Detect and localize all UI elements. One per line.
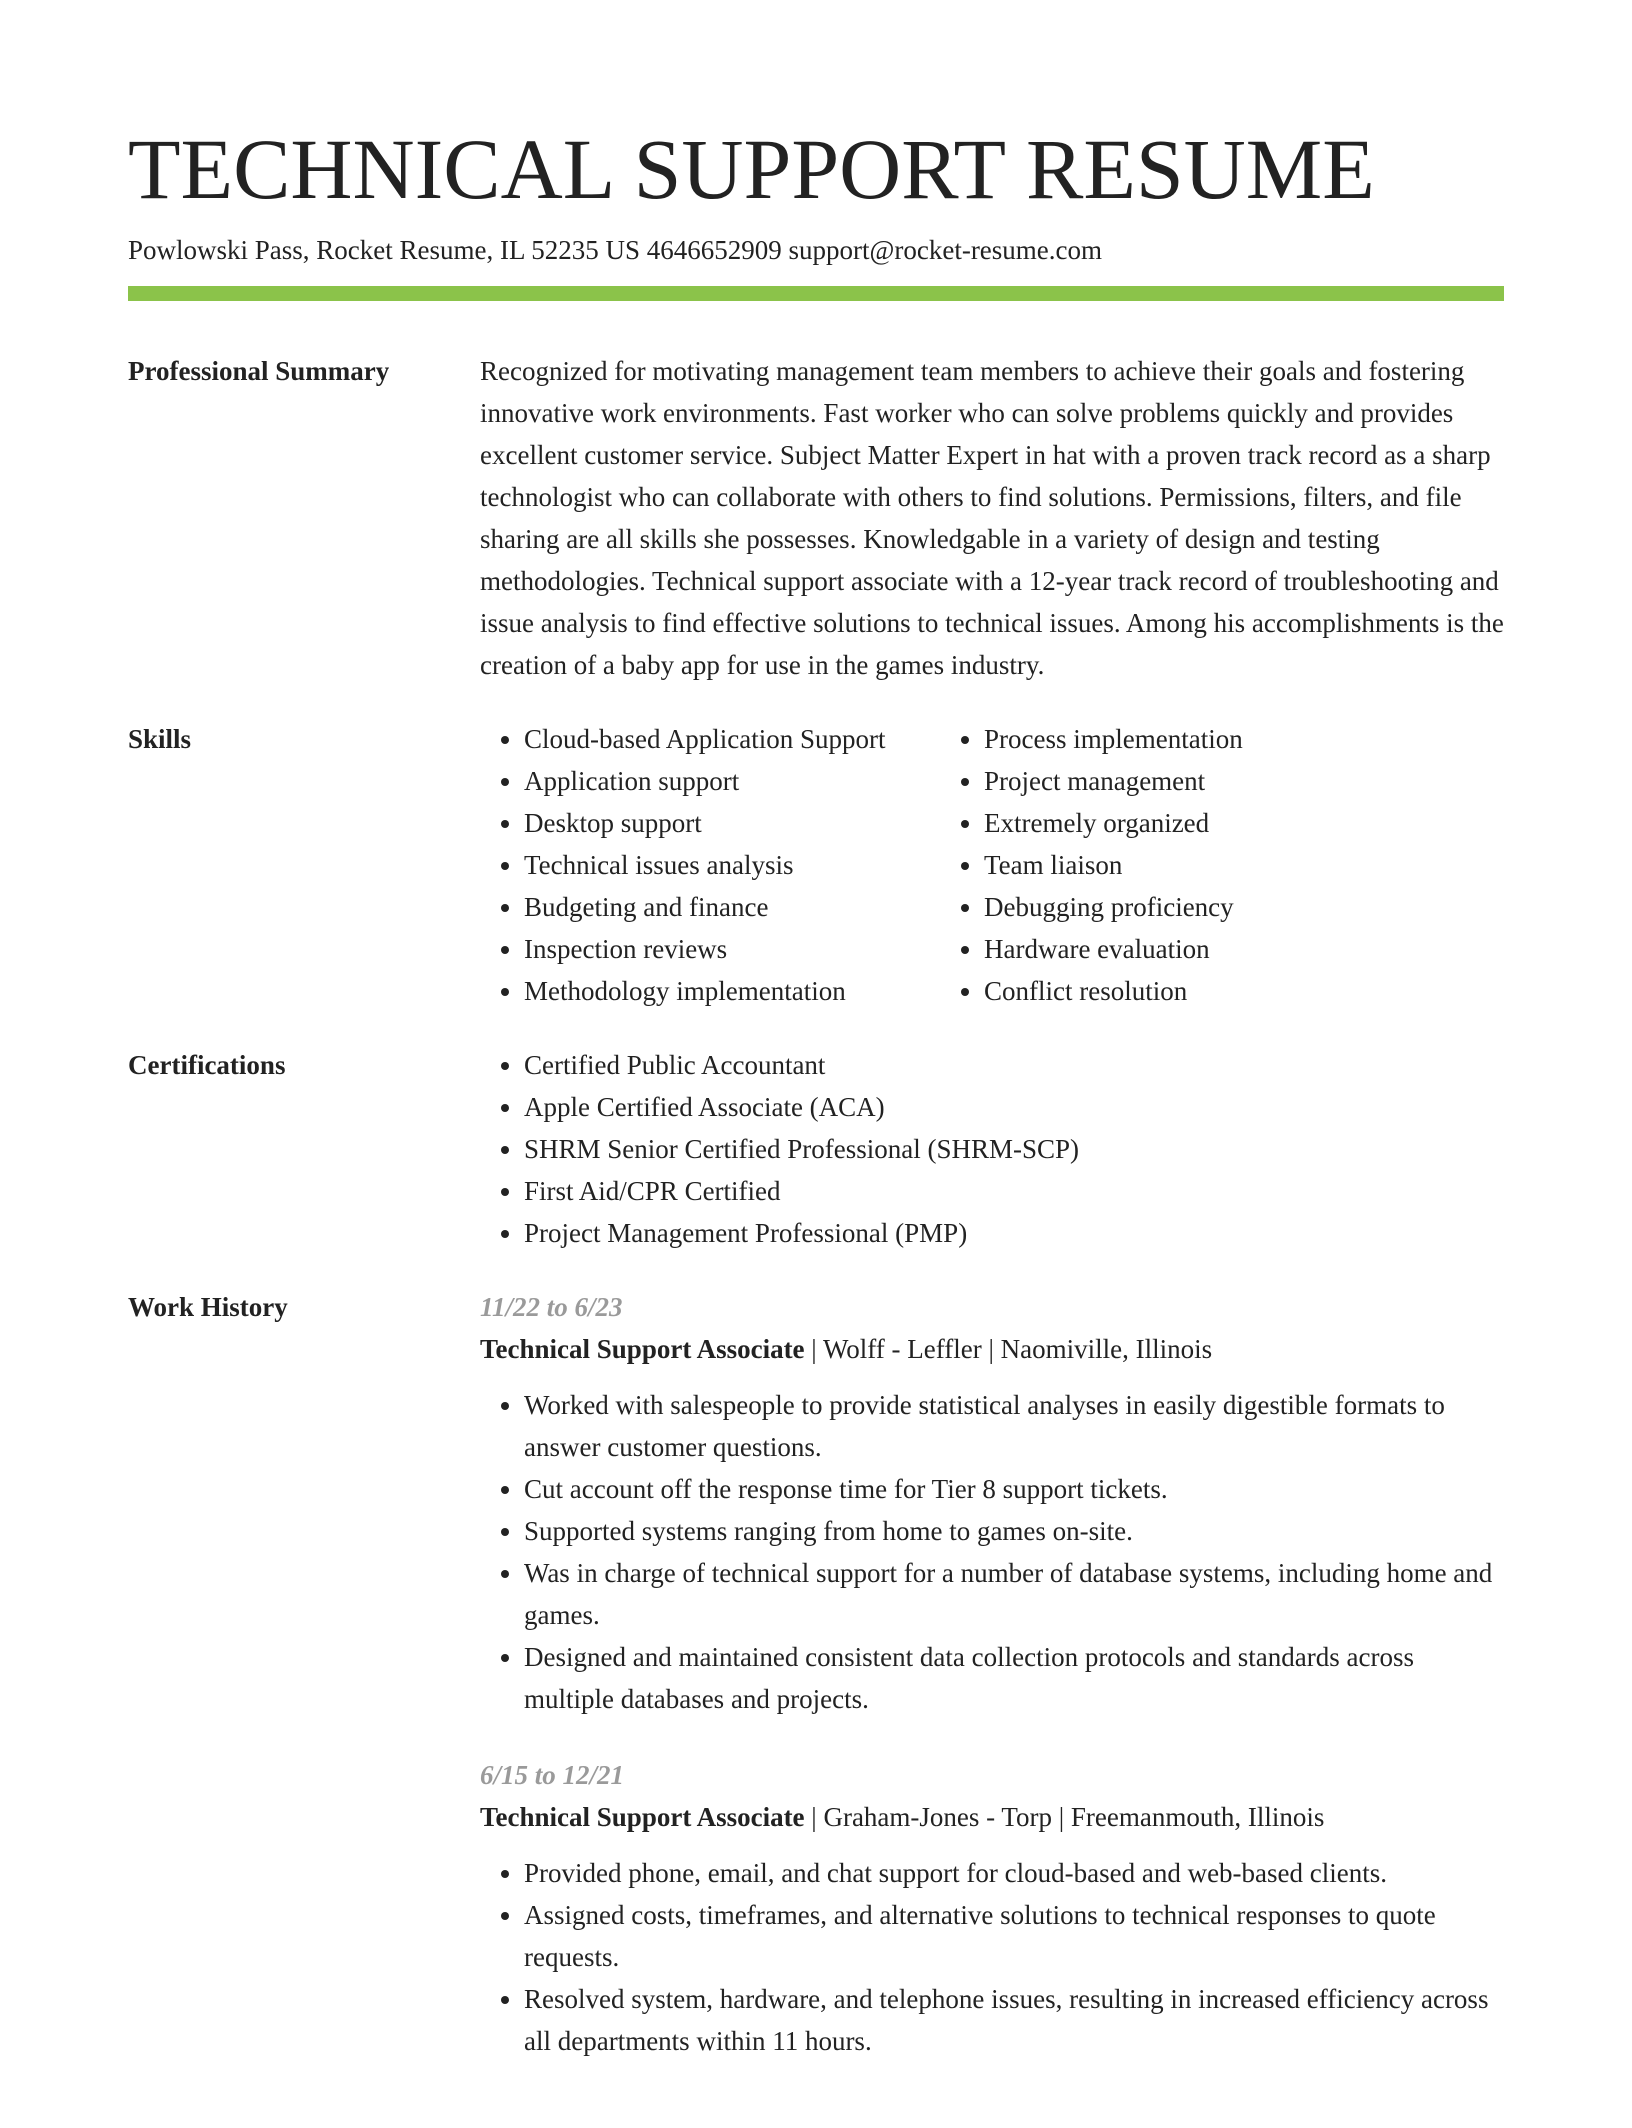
skill-item: • Budgeting and finance (524, 886, 940, 928)
job-title: Technical Support Associate (480, 1802, 805, 1832)
job-company-location: | Graham-Jones - Torp | Freemanmouth, Illinois (804, 1802, 1325, 1832)
job-bullet: • Designed and maintained consistent data collection protocols and standards across multiple databases and projects. (524, 1636, 1504, 1720)
skill-item: • Process implementation (984, 718, 1444, 760)
job-bullet: • Worked with salespeople to provide statistical analyses in easily digestible formats to answer customer questions. (524, 1384, 1504, 1468)
resume-sections (128, 350, 1504, 2128)
job-title-line (480, 1796, 1504, 1838)
skill-item: • Debugging proficiency (984, 886, 1444, 928)
job-bullets (480, 1852, 1504, 2062)
skill-item: • Extremely organized (984, 802, 1444, 844)
job-title: Technical Support Associate (480, 1334, 805, 1364)
certifications-list (480, 1044, 1504, 1254)
job-bullet: • Supported systems ranging from home to games on-site. (524, 1510, 1504, 1552)
summary-body (480, 350, 1504, 686)
job-entry (480, 1754, 1504, 2062)
job-bullet: • Was in charge of technical support for a number of database systems, including home and games. (524, 1552, 1504, 1636)
job-bullet: • Provided phone, email, and chat support for cloud-based and web-based clients. (524, 1852, 1504, 1894)
skill-item: • Conflict resolution (984, 970, 1444, 1012)
section-label-summary: Professional Summary (128, 356, 390, 386)
skills-body (480, 718, 1504, 1012)
job-bullet: • Cut account off the response time for Tier 8 support tickets. (524, 1468, 1504, 1510)
skill-item: • Team liaison (984, 844, 1444, 886)
certification-item: • Project Management Professional (PMP) (524, 1212, 1504, 1254)
skills-list-right (940, 718, 1444, 1012)
skill-item: • Desktop support (524, 802, 940, 844)
skill-item: • Application support (524, 760, 940, 802)
certification-item: • SHRM Senior Certified Professional (SHRM-SCP) (524, 1128, 1504, 1170)
skill-item: • Cloud-based Application Support (524, 718, 940, 760)
job-bullets (480, 1384, 1504, 1720)
skill-item: • Inspection reviews (524, 928, 940, 970)
job-company-location: | Wolff - Leffler | Naomiville, Illinois (804, 1334, 1213, 1364)
work-history-section (128, 1286, 1504, 2096)
header-divider (128, 286, 1504, 301)
skill-item: • Hardware evaluation (984, 928, 1444, 970)
job-bullet: • Assigned costs, timeframes, and alternative solutions to technical responses to quote requests. (524, 1894, 1504, 1978)
job-entry (480, 1286, 1504, 1720)
summary-text: Recognized for motivating management team members to achieve their goals and fostering innovative work environments. Fast worker who can solve problems quickly and provides excellent customer service. Subject Matter Expert in hat with a proven track record as a sharp technologist who can collaborate with others to find solutions. Permissions, filters, and file sharing are all skills she possesses. Knowledgable in a variety of design and testing methodologies. Technical support associate with a 12-year track record of troubleshooting and issue analysis to find effective solutions to technical issues. Among his accomplishments is the creation of a baby app for use in the games industry. (480, 356, 1504, 680)
skills-list-left (480, 718, 940, 1012)
certifications-body (480, 1044, 1504, 1254)
certification-item: • Certified Public Accountant (524, 1044, 1504, 1086)
resume-title: TECHNICAL SUPPORT RESUME (128, 121, 1375, 217)
job-bullet: • Resolved system, hardware, and telephone issues, resulting in increased efficiency across all departments within 11 hours. (524, 1978, 1504, 2062)
section-label-certifications: Certifications (128, 1050, 286, 1080)
job-title-line (480, 1328, 1504, 1370)
skills-section (128, 718, 1504, 1012)
section-label-skills: Skills (128, 724, 192, 754)
skill-item: • Project management (984, 760, 1444, 802)
skill-item: • Methodology implementation (524, 970, 940, 1012)
section-label-work-history: Work History (128, 1292, 288, 1322)
job-dates: 6/15 to 12/21 (480, 1760, 625, 1790)
certification-item: • First Aid/CPR Certified (524, 1170, 1504, 1212)
certification-item: • Apple Certified Associate (ACA) (524, 1086, 1504, 1128)
professional-summary-section (128, 350, 1504, 686)
job-dates: 11/22 to 6/23 (480, 1292, 623, 1322)
work-history-body (480, 1286, 1504, 2096)
contact-info: Powlowski Pass, Rocket Resume, IL 52235 US 4646652909 support@rocket-resume.com (128, 235, 1103, 265)
skill-item: • Technical issues analysis (524, 844, 940, 886)
certifications-section (128, 1044, 1504, 1254)
